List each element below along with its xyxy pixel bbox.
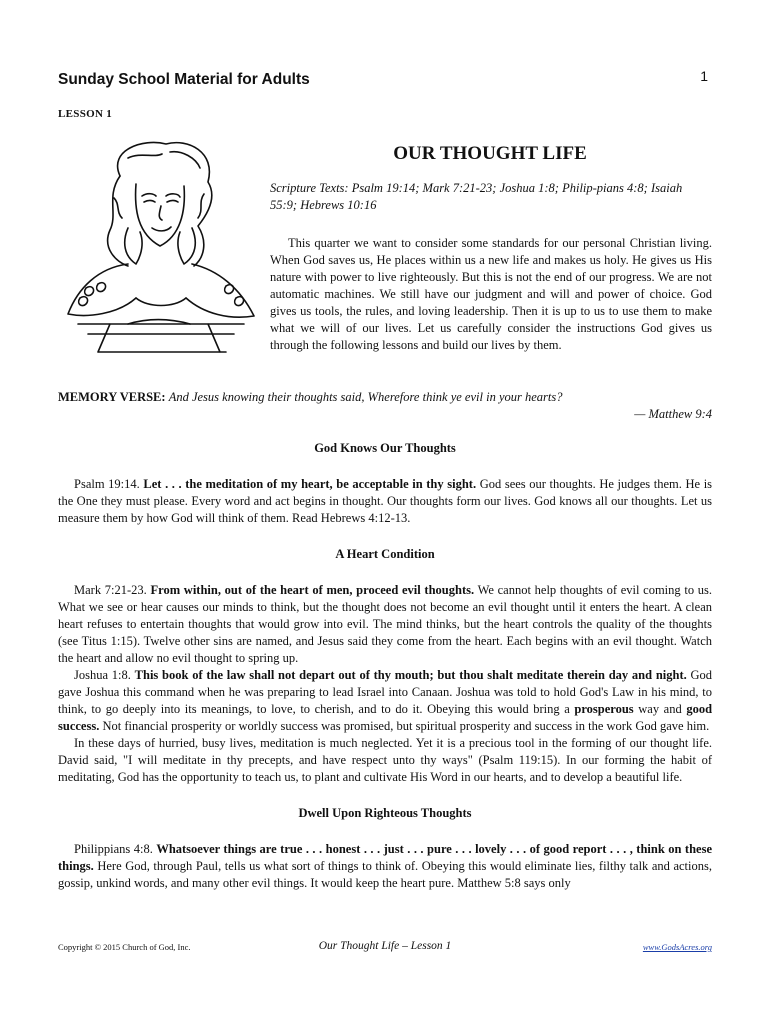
lesson-label: LESSON 1 <box>58 108 113 120</box>
memory-verse-reference: — Matthew 9:4 <box>634 407 712 421</box>
section-paragraph: Psalm 19:14. Let . . . the meditation of my heart, be acceptable in thy sight. God sees our thoughts. He judges them. He is the One they must please. Every word and act begins in thought. Our thoughts form our lives. God knows all our thoughts. Let us measure them by how God will think of them. Read Hebrews 4:12-13. <box>58 477 713 525</box>
lesson-body <box>58 440 712 892</box>
section-paragraph: Mark 7:21-23. From within, out of the heart of men, proceed evil thoughts. We cannot help thoughts of evil coming to us. What we see or hear causes our minds to think, but the thought does not become an evil thought until it enters the heart. A clean heart refuses to entertain thoughts that would grow into evil. The mind thinks, but the heart controls the quality of the thoughts (see Titus 1:15). Twelve other sins are named, and Jesus said they come from the heart. Each begins with an evil thought. Watch the heart and allow no evil thought to spring up. <box>58 583 713 665</box>
section-paragraph: In these days of hurried, busy lives, meditation is much neglected. Yet it is a precious tool in the forming of our thought life. David said, "I will meditate in thy precepts, and have respect unto thy ways" (Psalm 119:15). In our forming the habit of meditating, God has the opportunity to teach us, to plant and cultivate His Word in our hearts, and to develop a beautiful life. <box>58 736 712 784</box>
intro-paragraph: This quarter we want to consider some standards for our personal Christian living. When God saves us, He places within us a new life and makes us holy. He gives us His nature with power to live righteously. But this is not the end of our progress. We are not automatic machines. We still have our judgment and will and power of choice. God gives us tools, the rules, and loving leadership. Then it is up to us to use them to make what we will of our lives. Let us carefully consider the instructions God gives us through the following lessons and build our lives by them. <box>270 236 712 352</box>
memory-verse-label: MEMORY VERSE: <box>58 390 166 404</box>
section-heading: Dwell Upon Righteous Thoughts <box>298 806 472 820</box>
footer-lesson-name: Our Thought Life – Lesson 1 <box>318 940 452 952</box>
footer-website-link[interactable]: www.GodsAcres.org <box>642 942 712 952</box>
section-heading: God Knows Our Thoughts <box>314 441 456 455</box>
page-number: 1 <box>700 68 708 84</box>
section-paragraph: Philippians 4:8. Whatsoever things are true . . . honest . . . just . . . pure . . . lovely . . . of good report . . . , think on these things. Here God, through Paul, tells us what sort of things to think of. Obeying this would eliminate lies, filthy talk and actions, gossip, unkind words, and many other evil things. It would keep the heart pure. Matthew 5:8 says only <box>58 842 713 890</box>
scripture-texts: Scripture Texts: Psalm 19:14; Mark 7:21-23; Joshua 1:8; Philip-pians 4:8; Isaiah 55:9; Hebrews 10:16 <box>270 181 683 212</box>
memory-verse-block <box>58 389 712 423</box>
section-heading: A Heart Condition <box>335 547 435 561</box>
document-header-title: Sunday School Material for Adults <box>58 71 310 88</box>
document-footer <box>58 940 712 956</box>
lesson-title: OUR THOUGHT LIFE <box>393 143 587 164</box>
woman-thinking-illustration-icon <box>58 138 263 360</box>
memory-verse-text: And Jesus knowing their thoughts said, Wherefore think ye evil in your hearts? <box>168 390 563 404</box>
section-paragraph: Joshua 1:8. This book of the law shall not depart out of thy mouth; but thou shalt meditate therein day and night. God gave Joshua this command when he was preparing to lead Israel into Canaan. Joshua was told to hold God's Law in his mind, to think, to go deeply into its meanings, to love, to cherish, and to do it. Obeying this would bring a prosperous way and good success. Not financial prosperity or worldly success was promised, but spiritual prosperity and success in the work God gave him. <box>58 668 713 733</box>
footer-copyright: Copyright © 2015 Church of God, Inc. <box>58 942 191 952</box>
